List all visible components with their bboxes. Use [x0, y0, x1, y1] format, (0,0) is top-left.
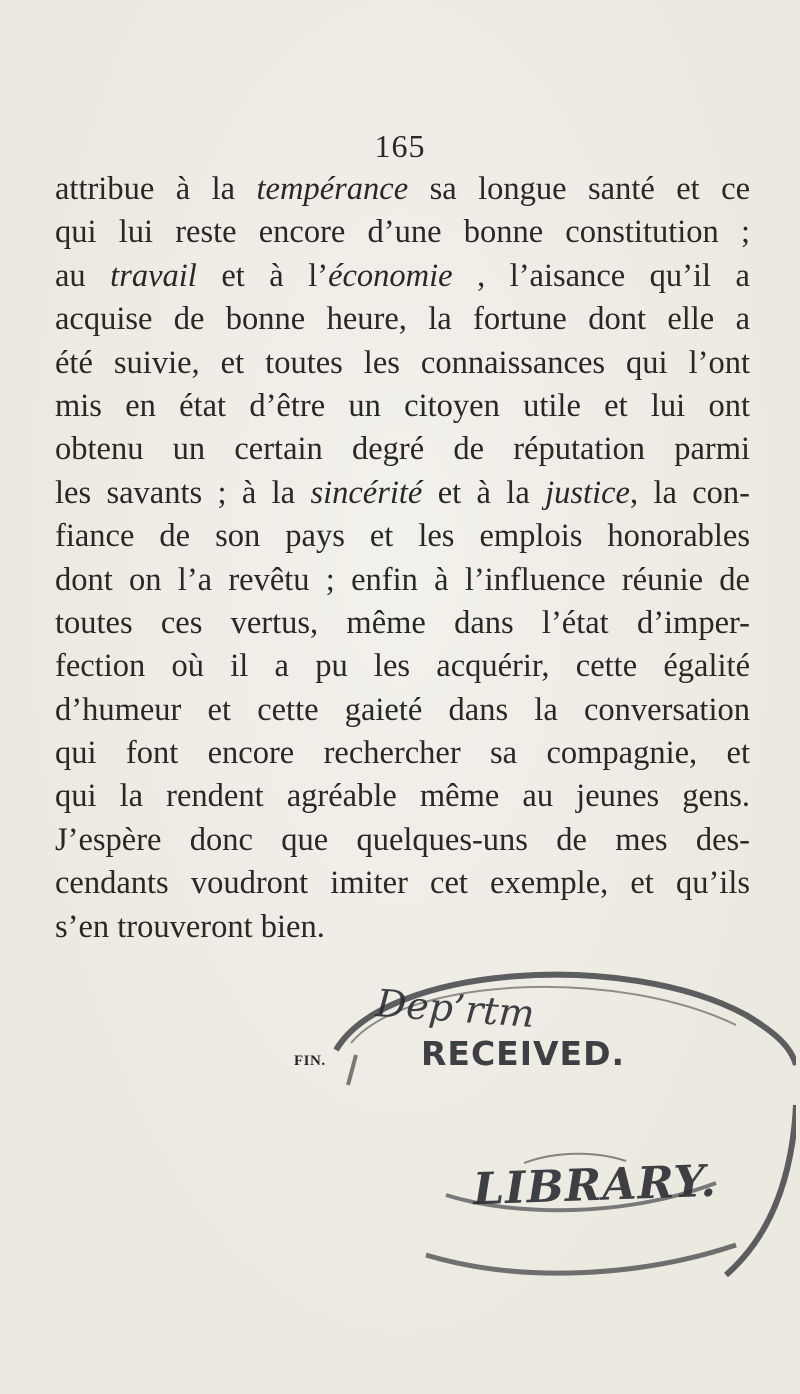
text-segment: fection où il a pu les acquérir, cette égalité — [55, 648, 750, 685]
text-line — [55, 732, 750, 775]
text-line — [55, 168, 750, 211]
text-line — [55, 211, 750, 254]
text-segment: qui font encore rechercher sa compagnie, et — [55, 735, 750, 772]
text-segment: acquise de bonne heure, la fortune dont elle a — [55, 301, 750, 338]
text-line — [55, 428, 750, 471]
italic-word: travail — [110, 257, 197, 294]
text-line — [55, 385, 750, 428]
stamp-received-text: RECEIVED. — [421, 1034, 626, 1073]
text-line — [55, 255, 750, 298]
text-segment: attribue à la — [55, 171, 257, 207]
italic-word: tempérance — [256, 171, 409, 207]
text-segment: et à l’ — [196, 257, 329, 294]
text-segment: au — [55, 257, 111, 294]
italic-word: justice — [545, 474, 630, 511]
stamp-outline-icon — [296, 955, 796, 1315]
text-segment: s’en trouveront bien. — [55, 908, 325, 945]
text-line — [55, 906, 750, 949]
body-text — [55, 168, 750, 949]
text-segment: sa longue santé et ce — [408, 171, 750, 207]
stamp-department-text: Dep’rtm — [374, 981, 536, 1037]
text-line — [55, 559, 750, 602]
text-segment: J’espère donc que quelques-uns de mes des- — [55, 821, 750, 858]
text-line — [55, 689, 750, 732]
text-segment: été suivie, et toutes les connaissances qui l’ont — [55, 344, 750, 381]
text-segment: qui la rendent agréable même au jeunes gens. — [55, 778, 750, 815]
text-segment: , l’aisance qu’il a — [452, 257, 750, 294]
text-segment: fiance de son pays et les emplois honorables — [55, 518, 750, 555]
text-line — [55, 342, 750, 385]
text-line — [55, 515, 750, 558]
text-segment: dont on l’a revêtu ; enfin à l’influence réunie de — [55, 561, 750, 598]
italic-word: économie — [328, 257, 453, 294]
page-number: 165 — [374, 128, 426, 164]
text-line — [55, 645, 750, 688]
library-stamp — [296, 955, 796, 1315]
fin-label: FIN. — [294, 1053, 326, 1069]
text-segment: cendants voudront imiter cet exemple, et qu’ils — [55, 865, 750, 902]
text-line — [55, 862, 750, 905]
text-line — [55, 602, 750, 645]
italic-word: sincérité — [310, 474, 423, 511]
text-segment: d’humeur et cette gaieté dans la conversation — [55, 691, 750, 728]
text-segment: et à la — [422, 474, 546, 511]
text-segment: mis en état d’être un citoyen utile et lui ont — [55, 387, 750, 424]
text-segment: toutes ces vertus, même dans l’état d’imper- — [55, 604, 750, 641]
text-segment: les savants ; à la — [55, 474, 311, 511]
stamp-library-text: LIBRARY. — [472, 1155, 718, 1216]
text-segment: qui lui reste encore d’une bonne constitution ; — [55, 214, 750, 251]
text-line — [55, 775, 750, 818]
text-line — [55, 472, 750, 515]
text-segment: , la con- — [629, 474, 751, 511]
text-segment: obtenu un certain degré de réputation parmi — [55, 431, 750, 468]
text-line — [55, 819, 750, 862]
text-line — [55, 298, 750, 341]
